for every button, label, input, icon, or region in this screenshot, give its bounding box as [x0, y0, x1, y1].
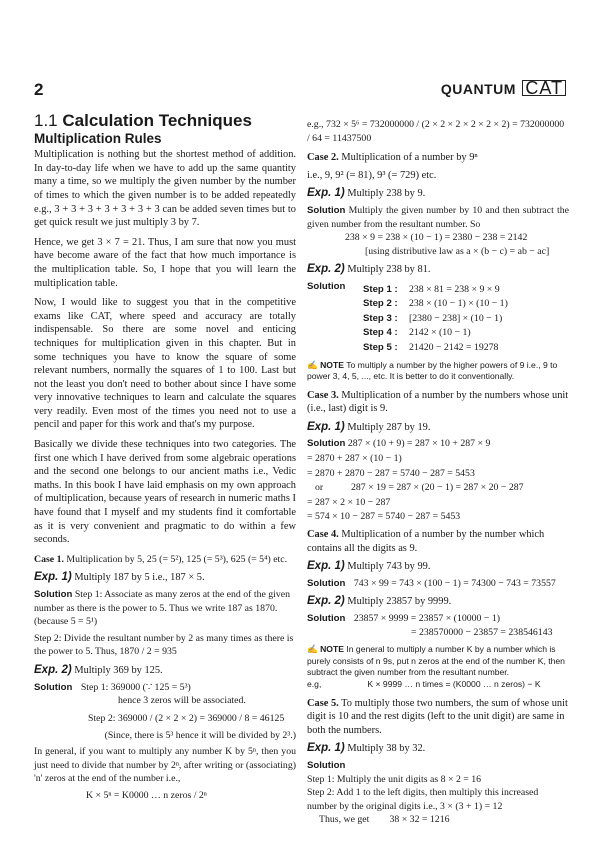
- solution-equation: 743 × 99 = 743 × (100 − 1) = 74300 − 743 = 73557: [353, 577, 556, 589]
- solution-step-1: Step 1: 369000 (∵ 125 = 5³): [80, 681, 191, 693]
- solution-equation: = 238570000 − 23857 = 238546143: [411, 626, 553, 638]
- example-label: Exp. 2): [307, 595, 345, 608]
- example-top-formula: e.g., 732 × 5⁶ = 732000000 / (2 × 2 × 2 × 2 × 2 × 2) = 732000000 / 64 = 11437500: [307, 119, 565, 144]
- example-label: Exp. 1): [34, 571, 72, 584]
- solution-label: Solution: [34, 681, 73, 693]
- solution-label: Solution: [307, 204, 346, 216]
- note-label: NOTE: [320, 359, 344, 370]
- example-text: Multiply 38 by 32.: [347, 743, 426, 755]
- solution-result-row: [319, 813, 569, 827]
- example-text: Multiply 287 by 19.: [347, 421, 431, 433]
- general-formula: K × 5ⁿ = K0000 … n zeros / 2ⁿ: [86, 789, 207, 801]
- example-2: [34, 664, 296, 678]
- solution-step-2: Step 2: 369000 / (2 × 2 × 2) = 369000 / 8 = 46125: [88, 712, 285, 724]
- solution-label: Solution: [307, 613, 346, 624]
- equation-line: = 574 × 10 − 287 = 5740 − 287 = 5453: [307, 511, 461, 523]
- step-row: [363, 283, 569, 297]
- paragraph-suggest: Now, I would like to suggest you that in the competitive exams like CAT, where speed and accuracy are totally indispensable. So there are some novel and enticing techniques for multiplication given in this chapter. But in some techniques you have to know the square of some relevant numbers, normally the squares of 1 to 100. Last but not the least you don't need to bother about since I have some very innovative techniques to learn and calculate the squares very readily. Even most of the times you need not to use a pencil and paper for this work and that's my purpose.: [34, 297, 296, 431]
- case-label: Case 1.: [34, 553, 64, 565]
- example-label: Exp. 2): [307, 263, 345, 276]
- example-text: Multiply 238 by 9.: [347, 188, 426, 200]
- note-icon: ✍: [307, 644, 318, 655]
- step-equation: 2142 × (10 − 1): [409, 327, 471, 339]
- section-number: 1.1: [34, 111, 58, 130]
- equation-line: [307, 481, 569, 495]
- equation-line: = 2870 + 287 × (10 − 1): [307, 453, 402, 465]
- paragraph-intro: Multiplication is nothing but the shortest method of addition. In day-to-day life when we have to add up the same quantity many a time, so we multiply the given number by the number of times to which the given number is to be added repeatedly e.g., 3 + 3 + 3 + 3 + 3 + 3 + 3 can be added seven times but to get quick result we just multiply 3 by 7.: [34, 149, 296, 229]
- example-text: Multiply 369 by 125.: [74, 664, 163, 676]
- note-icon: ✍: [307, 359, 318, 370]
- step-label: Step 4 :: [363, 327, 398, 339]
- step-row: [363, 326, 569, 340]
- solution-step-1: Step 1: Multiply the unit digits as 8 × 2 = 16: [307, 773, 482, 785]
- solution-label: Solution: [307, 759, 346, 771]
- case-label: Case 4.: [307, 529, 339, 541]
- case-3: [307, 389, 569, 416]
- equation-line: = 287 × 2 × 10 − 287: [307, 496, 391, 508]
- step-equation: 238 × (10 − 1) × (10 − 1): [409, 298, 508, 310]
- step-equation: 238 × 81 = 238 × 9 × 9: [409, 283, 500, 295]
- case-text: To multiply those two numbers, the sum of whose unit digit is 10 and the rest digits (left to the unit digit) are same in both the numbers.: [307, 697, 568, 736]
- example-label: Exp. 1): [307, 560, 345, 573]
- note-label: NOTE: [320, 644, 344, 655]
- case-text: Multiplication of a number by the numbers whose unit (i.e., last) digit is 9.: [307, 389, 569, 415]
- note-eg-label: e.g,: [307, 678, 322, 689]
- solution-step-2: Step 2: Add 1 to the left digits, then multiply this increased number by the original digits i.e., 3 × (3 + 1) = 12: [307, 787, 539, 812]
- solution-label: Solution: [34, 589, 73, 600]
- step-label: Step 3 :: [363, 312, 398, 324]
- example-label: Exp. 1): [307, 187, 345, 200]
- step-row: [363, 312, 569, 326]
- case-2-ie: i.e., 9, 9² (= 81), 9³ (= 729) etc.: [307, 169, 437, 181]
- step-equation: 21420 − 2142 = 19278: [409, 341, 499, 353]
- example-label: Exp. 1): [307, 420, 345, 433]
- thus-label: Thus, we get: [319, 814, 370, 826]
- brand-cat: CAT: [522, 80, 566, 96]
- steps-list: [307, 283, 569, 355]
- step-row: [363, 297, 569, 311]
- or-label: or: [315, 482, 324, 494]
- case-label: Case 2.: [307, 152, 339, 164]
- solution-equation: 238 × 9 = 238 × (10 − 1) = 2380 − 238 = 2142: [345, 232, 528, 244]
- example-text: Multiply 238 by 81.: [347, 264, 431, 276]
- example-38-by-32: [307, 742, 569, 756]
- case-4: [307, 528, 569, 555]
- step-label: Step 5 :: [363, 341, 398, 353]
- step-label: Step 2 :: [363, 298, 398, 310]
- case-5: [307, 697, 569, 738]
- solution-label: Solution: [307, 577, 346, 589]
- example-1: [34, 571, 296, 585]
- example-238-by-81: [307, 263, 569, 277]
- solution-equation: 23857 × 9999 = 23857 × (10000 − 1): [353, 613, 501, 624]
- equation-text: 287 × (10 + 9) = 287 × 10 + 287 × 9: [347, 438, 491, 450]
- section-heading: [34, 111, 296, 130]
- paragraph-categories: Basically we divide these techniques into two categories. The first one which I have derived from some algebraic operations and the second one belongs to our ancient maths i.e., Vedic maths. In this book I have laid emphasis on my own approach of multiplication, because years of research in numeric maths I have found that I myself and my students find it comfortable as it is very convenient and pragmatic to do within a few seconds.: [34, 439, 296, 546]
- step-row: [363, 341, 569, 355]
- equation-line: = 2870 + 2870 − 287 = 5740 − 287 = 5453: [307, 467, 475, 479]
- paragraph-hence: Hence, we get 3 × 7 = 21. Thus, I am sure that now you must have become aware of the fact that how much importance is the multiplication table. So, I hope that you will learn the multiplication table.: [34, 236, 296, 289]
- example-2-solution: [34, 681, 296, 695]
- page-number: 2: [34, 80, 44, 99]
- case-1: [34, 553, 296, 567]
- example-238-by-9: [307, 187, 569, 201]
- step-equation: [2380 − 238] × (10 − 1): [409, 312, 503, 324]
- solution-since-note: (Since, there is 5³ hence it will be divided by 2³.): [104, 730, 296, 742]
- brand-word: QUANTUM: [440, 81, 516, 97]
- distributive-law: [using distributive law as a × (b − c) = ab − ac]: [365, 245, 550, 257]
- note-formula-row: [307, 679, 569, 691]
- example-label: Exp. 1): [307, 742, 345, 755]
- solution-label: Solution: [307, 280, 346, 292]
- subsection-title: Multiplication Rules: [34, 130, 162, 146]
- equation-line: [307, 437, 569, 451]
- section-title: Calculation Techniques: [62, 111, 252, 130]
- brand-logo: [441, 80, 566, 97]
- example-743-by-99: [307, 560, 569, 574]
- note-powers-of-9: [307, 360, 569, 383]
- solution-label: Solution: [307, 438, 346, 450]
- case-text: Multiplication of a number by the number which contains all the digits as 9.: [307, 529, 545, 554]
- example-text: Multiply 23857 by 9999.: [347, 596, 452, 608]
- example-text: Multiply 743 by 99.: [347, 561, 431, 573]
- note-n-nines: [307, 644, 569, 690]
- case-label: Case 5.: [307, 697, 339, 709]
- example-743-solution: [307, 577, 569, 591]
- example-287-solution: [307, 437, 569, 524]
- paragraph-general: In general, if you want to multiply any number K by 5ⁿ, then you just need to divide that number by 2ⁿ, after writing or (associating) 'n' zeros at the end of the number i.e.,: [34, 745, 296, 785]
- case-text: Multiplication by 5, 25 (= 5²), 125 (= 5³), 625 (= 5⁴) etc.: [66, 553, 288, 565]
- case-text: Multiplication of a number by 9ⁿ: [341, 152, 478, 164]
- example-1-solution: [34, 588, 296, 629]
- example-23857-by-9999: [307, 595, 569, 609]
- solution-step-1: Step 1: Associate as many zeros at the end of the given number as there is the power to 5. Thus we write 187 as 1870. (because 5 = 5¹): [34, 589, 291, 628]
- solution-text: Multiply the given number by 10 and then subtract the given number from the resultant number. So: [307, 204, 569, 230]
- example-238-by-9-solution: [307, 204, 569, 231]
- note-text: To multiply a number by the higher powers of 9 i.e., 9 to power 3, 4, 5, ..., etc. It is better to do it conventionally.: [307, 359, 558, 382]
- note-formula: K × 9999 … n times = (K0000 … n zeros) − K: [367, 678, 541, 689]
- right-column: [307, 112, 569, 827]
- example-287-by-19: [307, 421, 569, 435]
- example-text: Multiply 187 by 5 i.e., 187 × 5.: [74, 572, 205, 584]
- equation-text: 287 × 19 = 287 × (20 − 1) = 287 × 20 − 287: [351, 482, 524, 494]
- solution-step-1-note: hence 3 zeros will be associated.: [118, 695, 246, 707]
- step-label: Step 1 :: [363, 283, 398, 295]
- solution-result: 38 × 32 = 1216: [389, 814, 450, 826]
- note-text: In general to multiply a number K by a number which is purely consists of n 9s, put n zeros at the end of the number K, then subtract the given number from the resultant number.: [307, 644, 565, 678]
- case-label: Case 3.: [307, 389, 339, 401]
- case-2: [307, 151, 569, 165]
- example-label: Exp. 2): [34, 663, 72, 676]
- solution-step-2: Step 2: Divide the resultant number by 2 as many times as there is the power to 5. Thus, 1870 / 2 = 935: [34, 632, 294, 658]
- left-column: [34, 112, 296, 802]
- example-23857-solution: [307, 612, 569, 626]
